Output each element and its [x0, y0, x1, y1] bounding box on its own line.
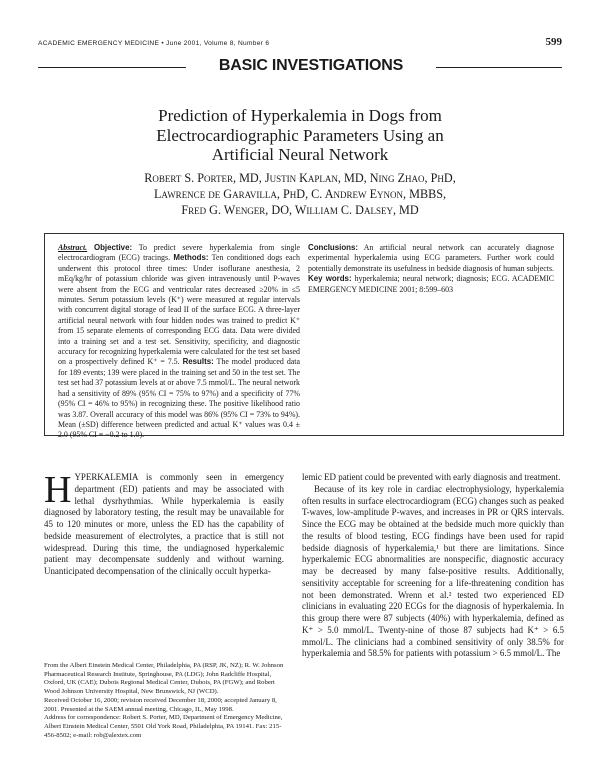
abstract-column-right — [308, 243, 554, 295]
methods-text: Ten conditioned dogs each underwent this protocol three times: Under isoflurane anesthesia, 2 mEq/kg/hr of potassium chloride was given intravenously until P-waves were absent from the ECG and ventricular rates decreased ≥20% in ≤5 minutes. Serum potassium levels (K⁺) were measured at regular intervals with concurrent digital storage of lead II of the surface ECG. A three-layer artificial neural network with four hidden nodes was trained to predict K⁺ from 15 separate elements of corresponding ECG data. Data were divided into a training set and a test set. Sensitivity, specificity, and diagnostic accuracy for recognizing hyperkalemia were calculated for the test set based on a prospectively defined K⁺ = 7.5. — [58, 253, 301, 367]
conclusions-text: An artificial neural network can accurately diagnose experimental hyperkalemia using ECG parameters. Further work could potentially demonstrate its usefulness in bedside diagnosis of human subjects. — [308, 243, 554, 273]
affiliations-footnote — [44, 662, 284, 740]
methods-label: Methods: — [173, 253, 209, 263]
author-line: Lawrence de Garavilla, PhD, C. Andrew Eynon, MBBS, — [153, 187, 447, 201]
results-text: The model produced data for 189 events; 139 were placed in the training set and 50 in the test set. The test set had 37 potassium levels at or above 7.5 mmol/L. The neural network had a sensitivity of 89% (95% CI = 75% to 97%) and a specificity of 77% (95% CI = 46% to 95%) in recognizing these. The positive likelihood ratio was 3.87. Overall accuracy of this model was 86% (95% CI = 73% to 94%). Mean (±SD) difference between predicted and actual K⁺ values was 0.4 ± 2.0 (95% CI = −0.2 to 1.0). — [58, 357, 300, 440]
section-heading: BASIC INVESTIGATIONS — [218, 57, 404, 74]
intro-paragraph: is commonly seen in emergency department (ED) patients and may be associated with lethal dysrhythmias. While hyperkalemia is easily diagnosed by laboratory testing, the result may be unavailable for 45 to 120 minutes or more, unless the ED has the capability of bedside measurement of electrolytes, a practice that is still not widespread. During this time, the undiagnosed hyperkalemic patient may decompensate suddenly and without warning. Unanticipated decompensation of the clinically occult hyperka- — [44, 472, 284, 576]
section-rule-right — [436, 67, 562, 68]
author-line: Robert S. Porter, MD, Justin Kaplan, MD, Ning Zhao, PhD, — [144, 171, 456, 185]
author-list — [60, 170, 540, 218]
affiliation-text: From the Albert Einstein Medical Center, Philadelphia, PA (RSP, JK, NZ); R. W. Johnson Pharmaceutical Research Institute, Springhouse, PA (LDG); John Radcliffe Hospital, Oxford, UK (CAE); Dubois Regional Medical Center, Dubois, PA (FGW); and Robert Wood Johnson University Hospital, New Brunswick, NJ (WCD). — [44, 662, 284, 696]
body-column-left — [44, 469, 284, 578]
drop-cap: H — [44, 469, 72, 511]
received-text: Received October 16, 2000; revision received December 18, 2000; accepted January 8, 2001. Presented at the SAEM annual meeting, Chicago, IL, May 1998. — [44, 696, 277, 713]
intro-paragraph-continued: lemic ED patient could be prevented with early diagnosis and treatment. — [302, 472, 561, 482]
correspondence-text: Address for correspondence: Robert S. Porter, MD, Department of Emergency Medicine, Albert Einstein Medical Center, 5501 Old York Road, Philadelphia, PA 19141. Fax: 215-456-8502; e-mail: rob@alextex.com — [44, 714, 283, 739]
lead-caps: YPERKALEMIA — [74, 472, 139, 482]
second-paragraph: Because of its key role in cardiac electrophysiology, hyperkalemia often results in surface electrocardiogram (ECG) changes such as peaked T-waves, low-amplitude P-waves, and increases in PR or QRS intervals. Since the ECG may be obtained at the bedside much more quickly than the results of blood testing, ECG findings have been used for rapid bedside diagnosis of hyperkalemia,¹ but there are limitations. Since hyperkalemic ECG abnormalities are nonspecific, diagnostic accuracy may be decreased by many false-positive results. Additionally, sensitivity acceptable for screening for a life-threatening condition has not been demonstrated. Wrenn et al.² tested two experienced ED clinicians in evaluating 220 ECGs for the diagnosis of hyperkalemia. In this group there were 87 subjects (40%) with hyperkalemia, defined as K⁺ > 5.0 mmol/L. Twenty-nine of those 87 subjects had K⁺ > 6.5 mmol/L. The clinicians had a combined sensitivity of only 38.5% for hyperkalemia and 58.5% for patients with potassium > 6.5 mmol/L. The — [302, 483, 564, 659]
objective-text: To predict severe hyperkalemia from single electrocardiogram (ECG) tracings. — [58, 243, 300, 263]
objective-label: Objective: — [93, 243, 133, 252]
article-title — [80, 106, 520, 165]
section-rule-left — [38, 67, 186, 68]
keywords-label: Key words: — [308, 274, 352, 284]
page-number: 599 — [545, 36, 562, 48]
body-column-right — [302, 472, 564, 660]
running-head: ACADEMIC EMERGENCY MEDICINE • June 2001, Volume 8, Number 6 — [38, 40, 270, 47]
results-label: Results: — [182, 357, 214, 367]
keywords-text: hyperkalemia; neural network; diagnosis; ECG. ACADEMIC EMERGENCY MEDICINE 2001; 8:599–603 — [308, 274, 554, 294]
abstract-box — [44, 233, 564, 440]
abstract-column-left — [58, 243, 300, 441]
author-line: Fred G. Wenger, DO, William C. Dalsey, MD — [181, 203, 419, 217]
abstract-label: Abstract. — [58, 243, 88, 252]
title-line: Prediction of Hyperkalemia in Dogs from — [158, 106, 442, 125]
conclusions-label: Conclusions: — [308, 243, 358, 252]
title-line: Artificial Neural Network — [211, 145, 389, 164]
title-line: Electrocardiographic Parameters Using an — [156, 125, 444, 145]
